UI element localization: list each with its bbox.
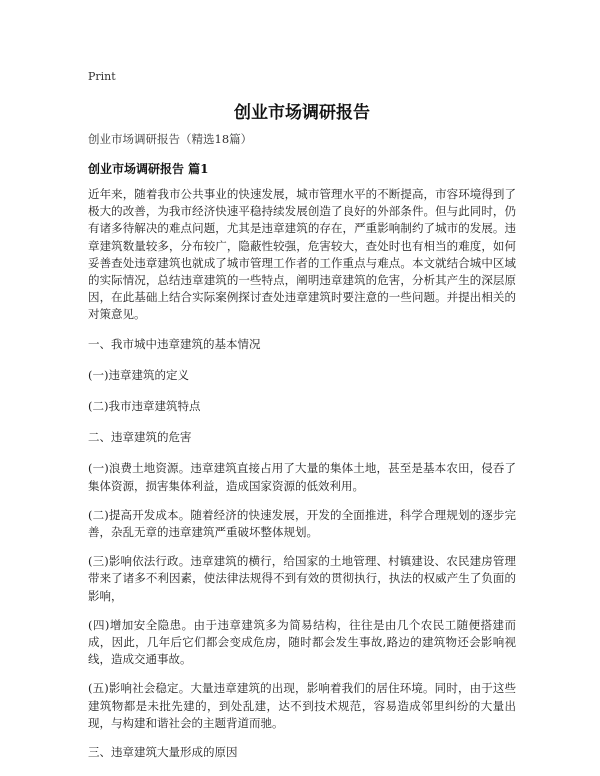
section-heading: 创业市场调研报告 篇1 <box>88 162 209 176</box>
page-title: 创业市场调研报告 <box>234 103 370 123</box>
paragraph-development-cost: (二)提高开发成本。随着经济的快速发展，开发的全面推进，科学合理规划的逐步完善，杂乱无章的违章建筑严重破坏整体规划。 <box>88 507 516 540</box>
heading-harms: 二、违章建筑的危害 <box>88 430 192 445</box>
intro-paragraph: 近年来，随着我市公共事业的快速发展，城市管理水平的不断提高，市容环境得到了极大的改善，为我市经济快速平稳持续发展创造了良好的外部条件。但与此同时，仍有诸多待解决的难点问题，尤其是违章建筑的存在，严重影响制约了城市的发展。违章建筑数量较多，分布较广，隐蔽性较强，危害较大，查处时也有相当的难度，如何妥善查处违章建筑也就成了城市管理工作者的工作重点与难点。本文就结合城中区域的实际情况，总结违章建筑的一些特点，阐明违章建筑的危害，分析其产生的深层原因，在此基础上结合实际案例探讨查处违章建筑时要注意的一些问题。并提出相关的对策意见。 <box>88 187 516 322</box>
paragraph-administration: (三)影响依法行政。违章建筑的横行，给国家的土地管理、村镇建设、农民建房管理带来了诸多不利因素，使法律法规得不到有效的贯彻执行，执法的权威产生了负面的影响， <box>88 554 516 603</box>
heading-basic-situation: 一、我市城中违章建筑的基本情况 <box>88 336 261 351</box>
subheading-definition: (一)违章建筑的定义 <box>88 367 189 382</box>
subheading-characteristics: (二)我市违章建筑特点 <box>88 399 201 414</box>
document-subtitle: 创业市场调研报告（精选18篇） <box>88 132 253 146</box>
article-body <box>88 186 516 775</box>
heading-causes: 三、违章建筑大量形成的原因 <box>88 745 238 760</box>
paragraph-safety: (四)增加安全隐患。由于违章建筑多为简易结构，往往是由几个农民工随便搭建而成，因此，几年后它们都会变成危房，随时都会发生事故,路边的建筑物还会影响视线，造成交通事故。 <box>88 617 516 667</box>
paragraph-social-stability: (五)影响社会稳定。大量违章建筑的出现，影响着我们的居住环境。同时，由于这些建筑物都是未批先建的，到处乱建，达不到技术规范，容易造成邻里纠纷的大量出现，与构建和谐社会的主题背道而驰。 <box>88 681 516 730</box>
paragraph-land-waste: (一)浪费土地资源。违章建筑直接占用了大量的集体土地，甚至是基本农田，侵吞了集体资源，损害集体利益，造成国家资源的低效利用。 <box>88 461 516 493</box>
print-link[interactable]: Print <box>88 70 116 83</box>
